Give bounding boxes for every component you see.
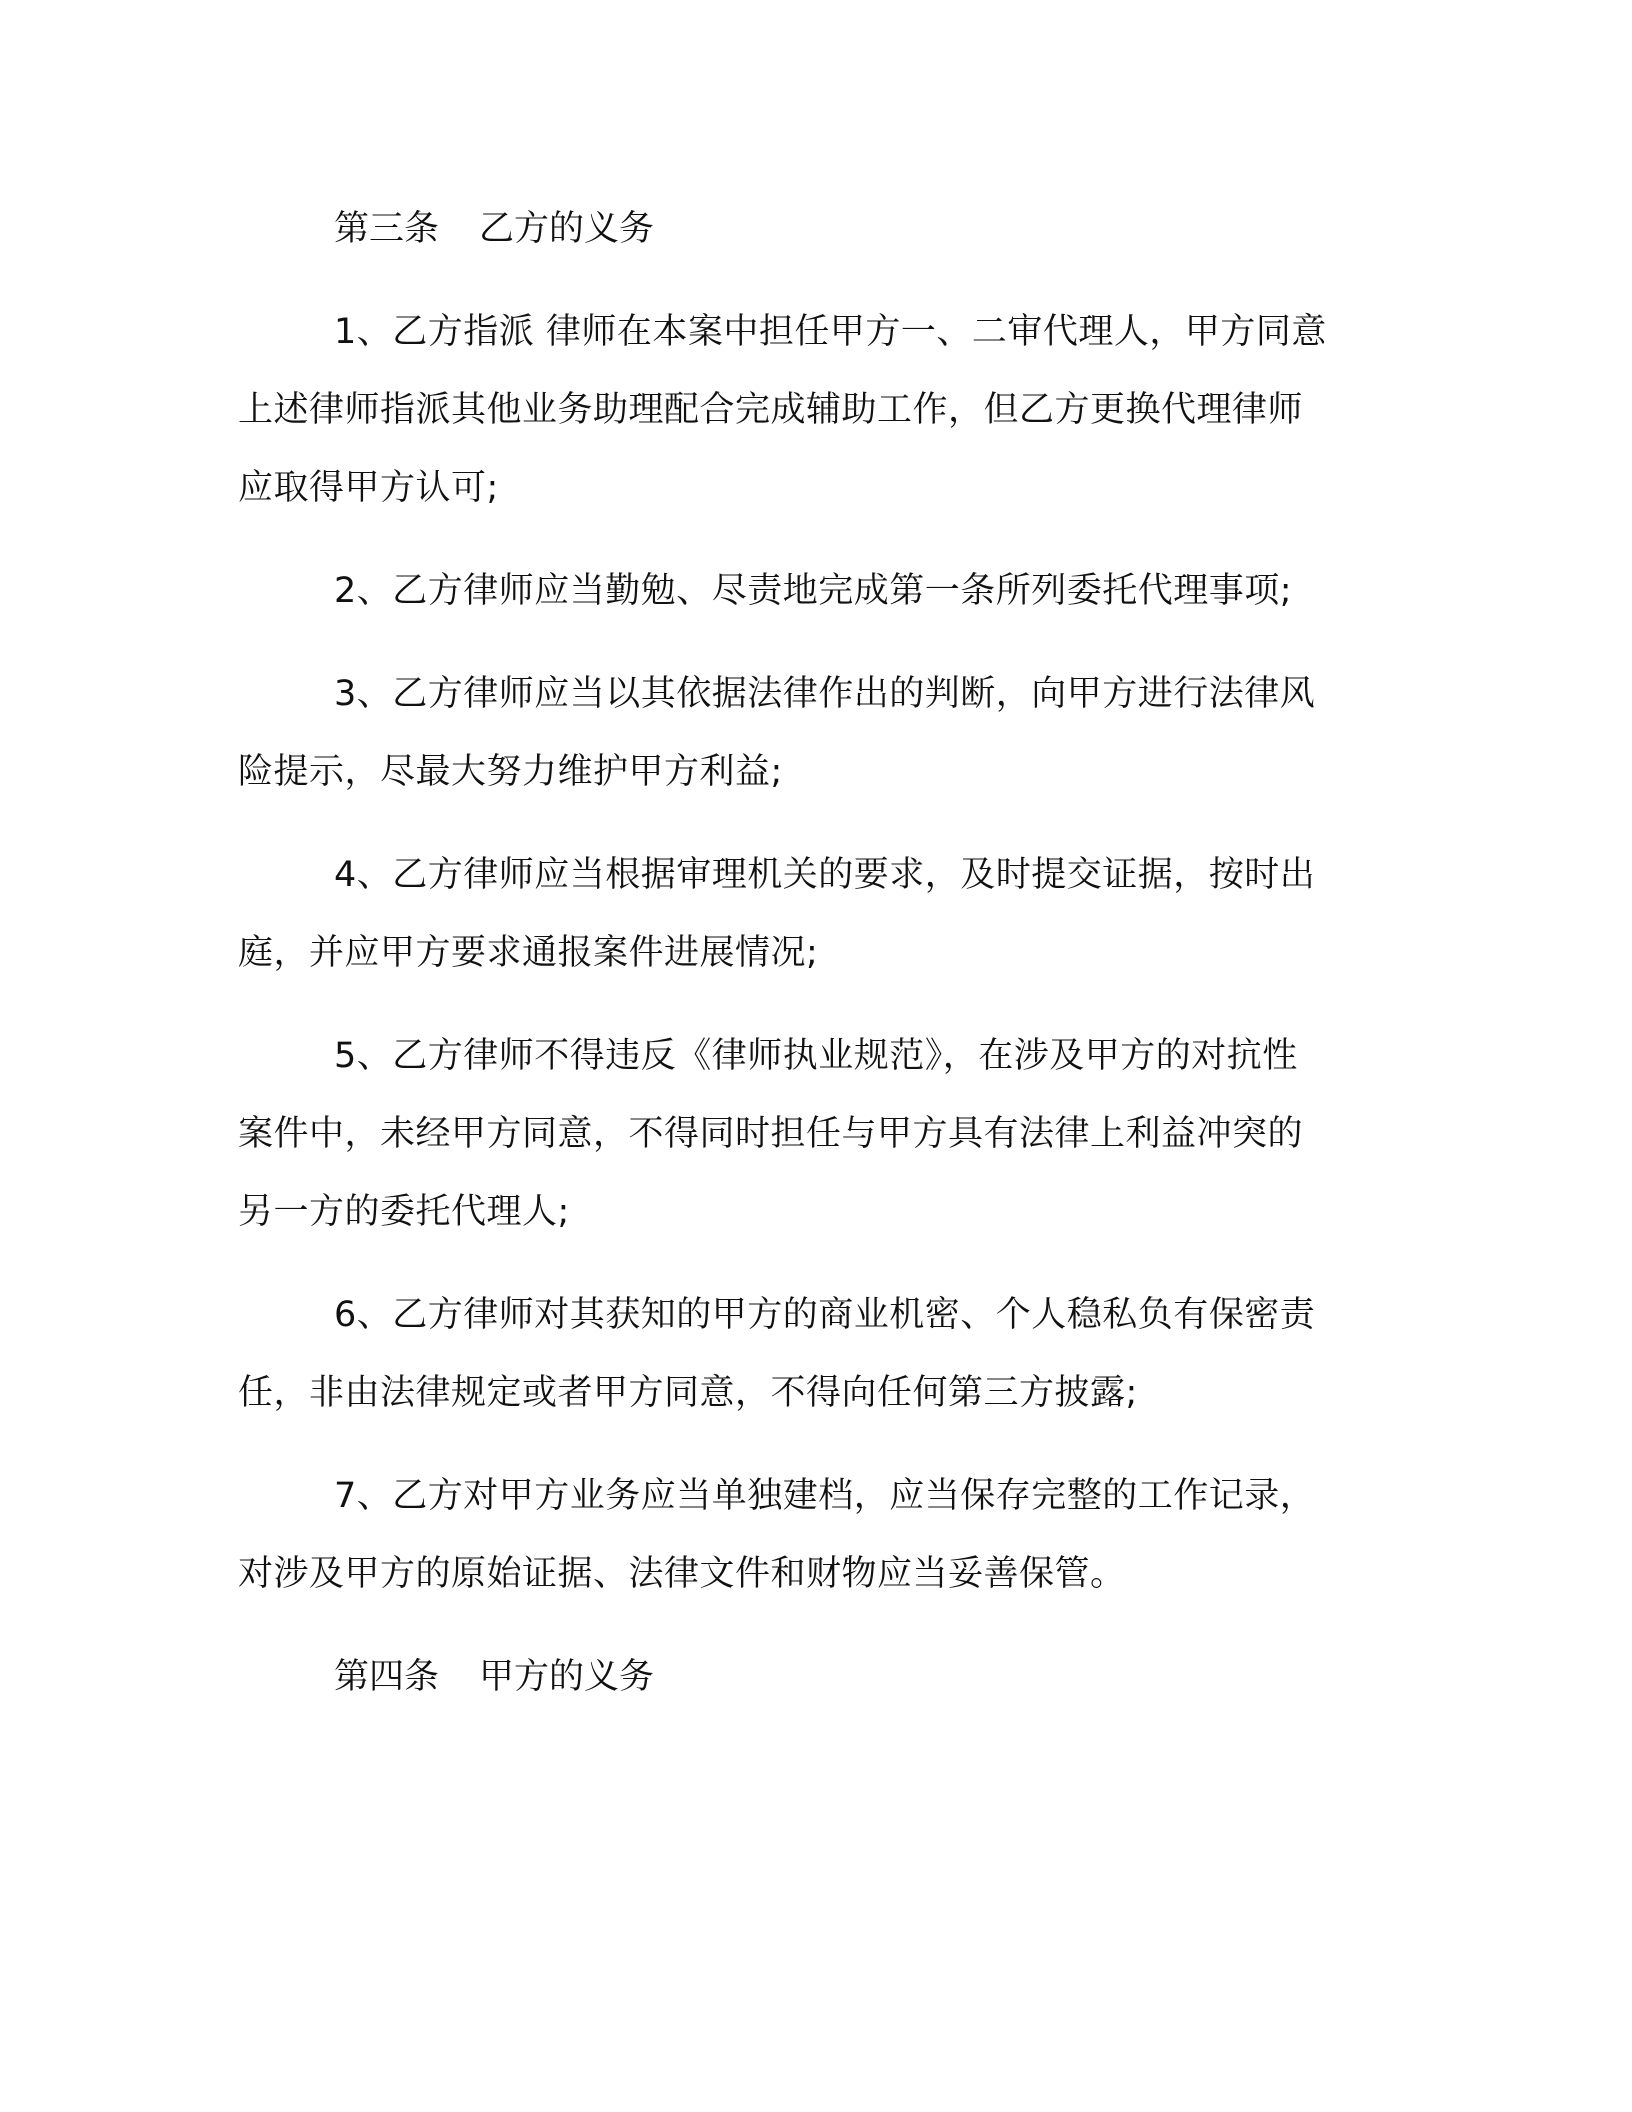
clause-6-line-2: 任，非由法律规定或者甲方同意，不得向任何第三方披露; (238, 1373, 1138, 1413)
clause-3-line-2: 险提示，尽最大努力维护甲方利益; (238, 752, 783, 792)
clause-4 (238, 836, 1368, 992)
clause-2-line-1: 2、乙方律师应当勤勉、尽责地完成第一条所列委托代理事项; (334, 571, 1293, 611)
clause-1-line-2: 上述律师指派其他业务助理配合完成辅助工作，但乙方更换代理律师 (238, 390, 1304, 430)
document-body (238, 190, 1368, 1741)
clause-1-line-1: 1、乙方指派 律师在本案中担任甲方一、二审代理人，甲方同意 (334, 312, 1327, 352)
clause-7-line-1: 7、乙方对甲方业务应当单独建档，应当保存完整的工作记录， (334, 1476, 1316, 1516)
clause-2 (238, 552, 1368, 630)
clause-7 (238, 1457, 1368, 1613)
clause-5-line-2: 案件中，未经甲方同意，不得同时担任与甲方具有法律上利益冲突的 (238, 1114, 1304, 1154)
clause-1-line-3: 应取得甲方认可; (238, 468, 499, 508)
article-4-heading (238, 1638, 1368, 1716)
clause-5 (238, 1017, 1368, 1251)
clause-1 (238, 293, 1368, 527)
clause-4-line-2: 庭，并应甲方要求通报案件进展情况; (238, 933, 819, 973)
clause-7-line-2: 对涉及甲方的原始证据、法律文件和财物应当妥善保管。 (238, 1554, 1126, 1594)
clause-5-line-1: 5、乙方律师不得违反《律师执业规范》，在涉及甲方的对抗性 (334, 1036, 1298, 1076)
article-3-title: 乙方的义务 (479, 209, 655, 249)
clause-3 (238, 655, 1368, 811)
clause-4-line-1: 4、乙方律师应当根据审理机关的要求，及时提交证据，按时出 (334, 855, 1316, 895)
article-3-number: 第三条 (334, 209, 440, 249)
article-4-title: 甲方的义务 (479, 1657, 655, 1697)
clause-5-line-3: 另一方的委托代理人; (238, 1192, 570, 1232)
article-3-heading (238, 190, 1368, 268)
clause-6 (238, 1276, 1368, 1432)
clause-3-line-1: 3、乙方律师应当以其依据法律作出的判断，向甲方进行法律风 (334, 674, 1316, 714)
clause-6-line-1: 6、乙方律师对其获知的甲方的商业机密、个人稳私负有保密责 (334, 1295, 1316, 1335)
article-4-number: 第四条 (334, 1657, 440, 1697)
